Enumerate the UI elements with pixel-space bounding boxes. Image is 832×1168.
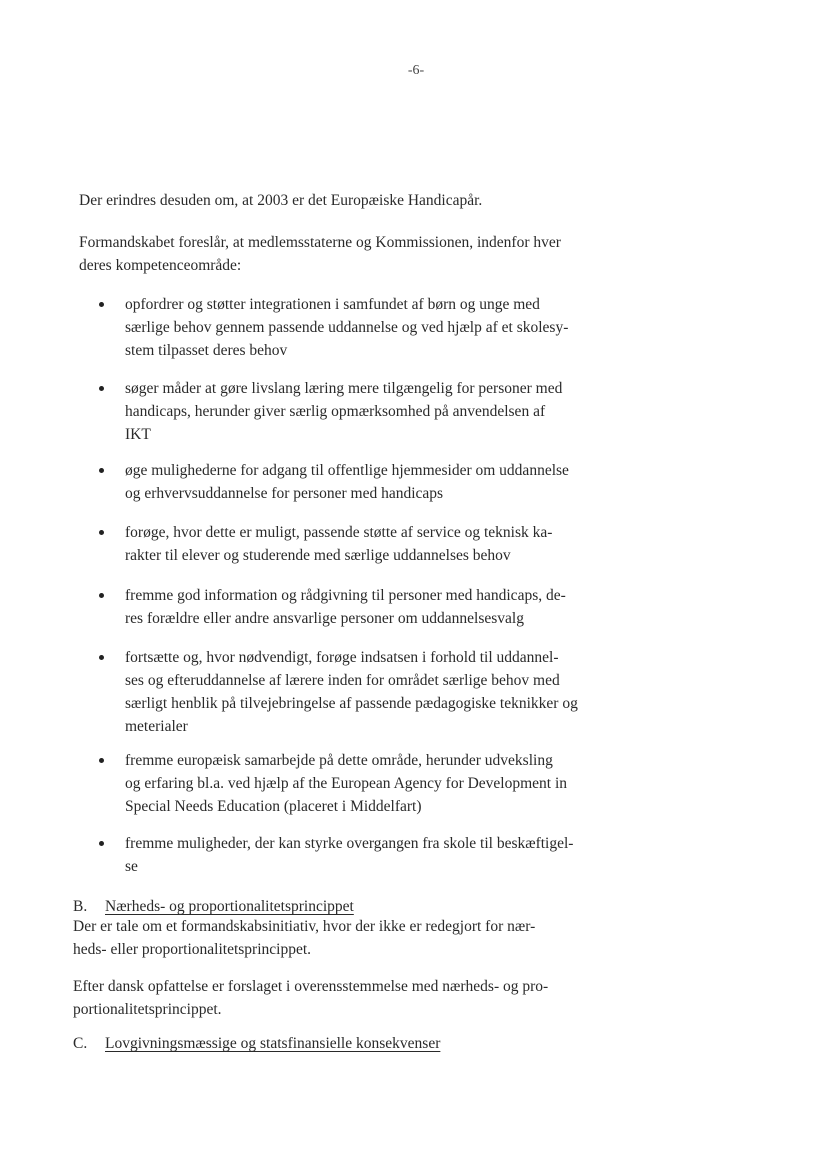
bullet-dot-icon bbox=[99, 530, 104, 535]
bullet-line: forøge, hvor dette er muligt, passende støtte af service og teknisk ka- bbox=[125, 524, 553, 541]
bullet-line: øge mulighederne for adgang til offentlige hjemmesider om uddannelse bbox=[125, 462, 569, 479]
bullet-line: ses og efteruddannelse af lærere inden for området særlige behov med bbox=[125, 672, 560, 689]
bullet-line: rakter til elever og studerende med særlige uddannelses behov bbox=[125, 547, 511, 564]
bullet-item bbox=[125, 459, 595, 505]
intro-lead-line: deres kompetenceområde: bbox=[79, 257, 242, 274]
bullet-item bbox=[125, 584, 595, 630]
bullet-line: res forældre eller andre ansvarlige personer om uddannelsesvalg bbox=[125, 610, 524, 627]
section-c-letter: C. bbox=[73, 1035, 88, 1052]
section-b-letter: B. bbox=[73, 898, 88, 915]
section-b-paragraph bbox=[73, 975, 593, 1021]
bullet-line: særligt henblik på tilvejebringelse af passende pædagogiske teknikker og bbox=[125, 695, 578, 712]
section-b-line: Der er tale om et formandskabsinitiativ, hvor der ikke er redegjort for nær- bbox=[73, 918, 536, 935]
bullet-line: meterialer bbox=[125, 718, 188, 735]
bullet-item bbox=[125, 646, 595, 738]
bullet-line: fortsætte og, hvor nødvendigt, forøge indsatsen i forhold til uddannel- bbox=[125, 649, 559, 666]
section-b-title: Nærheds- og proportionalitetsprincippet bbox=[105, 898, 354, 915]
bullet-line: Special Needs Education (placeret i Middelfart) bbox=[125, 798, 422, 815]
bullet-line: se bbox=[125, 858, 138, 875]
bullet-line: fremme europæisk samarbejde på dette område, herunder udveksling bbox=[125, 752, 553, 769]
bullet-line: IKT bbox=[125, 426, 151, 443]
bullet-line: særlige behov gennem passende uddannelse og ved hjælp af et skolesy- bbox=[125, 319, 569, 336]
bullet-item bbox=[125, 832, 595, 878]
bullet-line: fremme god information og rådgivning til personer med handicaps, de- bbox=[125, 587, 566, 604]
bullet-dot-icon bbox=[99, 593, 104, 598]
bullet-dot-icon bbox=[99, 468, 104, 473]
bullet-line: stem tilpasset deres behov bbox=[125, 342, 288, 359]
bullet-dot-icon bbox=[99, 386, 104, 391]
bullet-line: og erfaring bl.a. ved hjælp af the European Agency for Development in bbox=[125, 775, 568, 792]
intro-lead-line: Formandskabet foreslår, at medlemsstaterne og Kommissionen, indenfor hver bbox=[79, 234, 561, 251]
bullet-line: fremme muligheder, der kan styrke overgangen fra skole til beskæftigel- bbox=[125, 835, 574, 852]
section-b-line: portionalitetsprincippet. bbox=[73, 1001, 222, 1018]
bullet-item bbox=[125, 521, 595, 567]
bullet-item bbox=[125, 377, 595, 446]
section-b-line: Efter dansk opfattelse er forslaget i overensstemmelse med nærheds- og pro- bbox=[73, 978, 549, 995]
intro-sentence: Der erindres desuden om, at 2003 er det Europæiske Handicapår. bbox=[79, 192, 483, 209]
section-b-paragraph bbox=[73, 915, 593, 961]
bullet-line: opfordrer og støtter integrationen i samfundet af børn og unge med bbox=[125, 296, 540, 313]
bullet-dot-icon bbox=[99, 302, 104, 307]
bullet-item bbox=[125, 749, 595, 818]
section-c-heading bbox=[73, 1032, 493, 1055]
bullet-line: handicaps, herunder giver særlig opmærksomhed på anvendelsen af bbox=[125, 403, 546, 420]
bullet-line: og erhvervsuddannelse for personer med handicaps bbox=[125, 485, 444, 502]
bullet-item bbox=[125, 293, 595, 362]
intro-lead-paragraph bbox=[79, 231, 599, 277]
bullet-dot-icon bbox=[99, 841, 104, 846]
bullet-dot-icon bbox=[99, 655, 104, 660]
section-b-line: heds- eller proportionalitetsprincippet. bbox=[73, 941, 312, 958]
page-number: -6- bbox=[407, 63, 425, 78]
bullet-dot-icon bbox=[99, 758, 104, 763]
section-c-title: Lovgivningsmæssige og statsfinansielle konsekvenser bbox=[105, 1035, 441, 1052]
bullet-line: søger måder at gøre livslang læring mere tilgængelig for personer med bbox=[125, 380, 563, 397]
